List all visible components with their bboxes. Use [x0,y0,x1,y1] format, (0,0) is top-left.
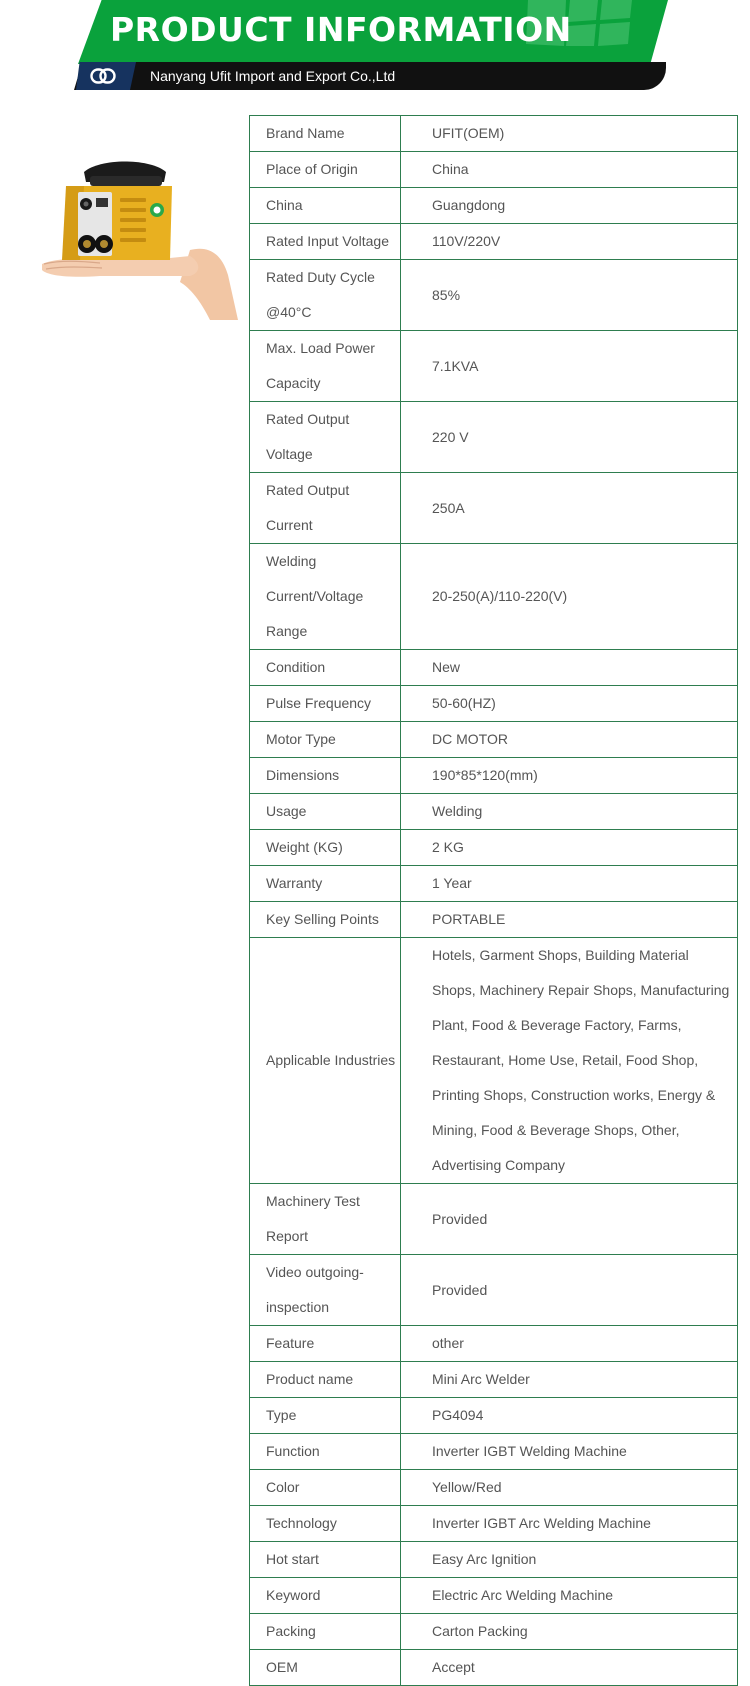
table-row [250,1506,738,1542]
spec-value: 20-250(A)/110-220(V) [401,544,738,650]
table-row [250,1434,738,1470]
spec-key: Rated Input Voltage [250,224,401,260]
spec-key: Rated Output Current [250,473,401,544]
spec-key: China [250,188,401,224]
table-row [250,938,738,1184]
table-row [250,260,738,331]
spec-key: Warranty [250,866,401,902]
spec-key: Applicable Industries [250,938,401,1184]
spec-key: Video outgoing-inspection [250,1255,401,1326]
spec-key: Welding Current/Voltage Range [250,544,401,650]
table-row [250,902,738,938]
spec-value: 85% [401,260,738,331]
spec-key: Function [250,1434,401,1470]
spec-value: Inverter IGBT Welding Machine [401,1434,738,1470]
spec-value: Yellow/Red [401,1470,738,1506]
spec-value: Provided [401,1184,738,1255]
table-row [250,686,738,722]
spec-key: Max. Load Power Capacity [250,331,401,402]
spec-value: Carton Packing [401,1614,738,1650]
spec-key: Brand Name [250,116,401,152]
spec-value: 190*85*120(mm) [401,758,738,794]
table-row [250,1326,738,1362]
table-row [250,722,738,758]
spec-key: Type [250,1398,401,1434]
spec-value: 220 V [401,402,738,473]
spec-key: Condition [250,650,401,686]
spec-key: Motor Type [250,722,401,758]
table-row [250,866,738,902]
table-row [250,1614,738,1650]
spec-value: Electric Arc Welding Machine [401,1578,738,1614]
company-name: Nanyang Ufit Import and Export Co.,Ltd [150,68,396,84]
spec-key: Keyword [250,1578,401,1614]
spec-key: Dimensions [250,758,401,794]
arc-welder-on-hand-icon [40,160,240,325]
table-row [250,1470,738,1506]
spec-key: Usage [250,794,401,830]
spec-value: Easy Arc Ignition [401,1542,738,1578]
spec-value: 50-60(HZ) [401,686,738,722]
spec-key: Hot start [250,1542,401,1578]
table-row [250,473,738,544]
spec-value: China [401,152,738,188]
spec-value: PG4094 [401,1398,738,1434]
spec-value: UFIT(OEM) [401,116,738,152]
table-row [250,794,738,830]
product-info-banner [0,0,750,92]
table-row [250,830,738,866]
spec-key: Rated Duty Cycle @40°C [250,260,401,331]
spec-key: Weight (KG) [250,830,401,866]
table-row [250,116,738,152]
table-row [250,188,738,224]
table-row [250,1398,738,1434]
spec-value: 2 KG [401,830,738,866]
spec-value: 110V/220V [401,224,738,260]
spec-key: Color [250,1470,401,1506]
spec-key: Place of Origin [250,152,401,188]
table-row [250,758,738,794]
spec-table [249,115,738,1686]
table-row [250,1578,738,1614]
table-row [250,152,738,188]
spec-key: Machinery Test Report [250,1184,401,1255]
spec-value: Welding [401,794,738,830]
table-row [250,331,738,402]
spec-value: New [401,650,738,686]
spec-value: 1 Year [401,866,738,902]
table-row [250,1184,738,1255]
spec-value: 7.1KVA [401,331,738,402]
spec-value: Hotels, Garment Shops, Building Material Shops, Machinery Repair Shops, Manufacturing Plant, Food & Beverage Factory, Farms, Restaurant, Home Use, Retail, Food Shop, Printing Shops, Construction works, Energy & Mining, Food & Beverage Shops, Other, Advertising Company [401,938,738,1184]
spec-value: Provided [401,1255,738,1326]
spec-key: Packing [250,1614,401,1650]
spec-key: Technology [250,1506,401,1542]
spec-key: Feature [250,1326,401,1362]
spec-value: 250A [401,473,738,544]
table-row [250,1650,738,1686]
spec-value: Inverter IGBT Arc Welding Machine [401,1506,738,1542]
spec-value: PORTABLE [401,902,738,938]
table-row [250,1255,738,1326]
spec-value: other [401,1326,738,1362]
spec-value: Mini Arc Welder [401,1362,738,1398]
spec-value: DC MOTOR [401,722,738,758]
company-logo-icon [90,68,116,84]
spec-key: Rated Output Voltage [250,402,401,473]
spec-value: Guangdong [401,188,738,224]
table-row [250,224,738,260]
table-row [250,1362,738,1398]
spec-key: Product name [250,1362,401,1398]
table-row [250,402,738,473]
banner-title: PRODUCT INFORMATION [110,10,572,49]
table-row [250,1542,738,1578]
table-row [250,544,738,650]
spec-key: OEM [250,1650,401,1686]
spec-key: Key Selling Points [250,902,401,938]
table-row [250,650,738,686]
spec-key: Pulse Frequency [250,686,401,722]
spec-value: Accept [401,1650,738,1686]
